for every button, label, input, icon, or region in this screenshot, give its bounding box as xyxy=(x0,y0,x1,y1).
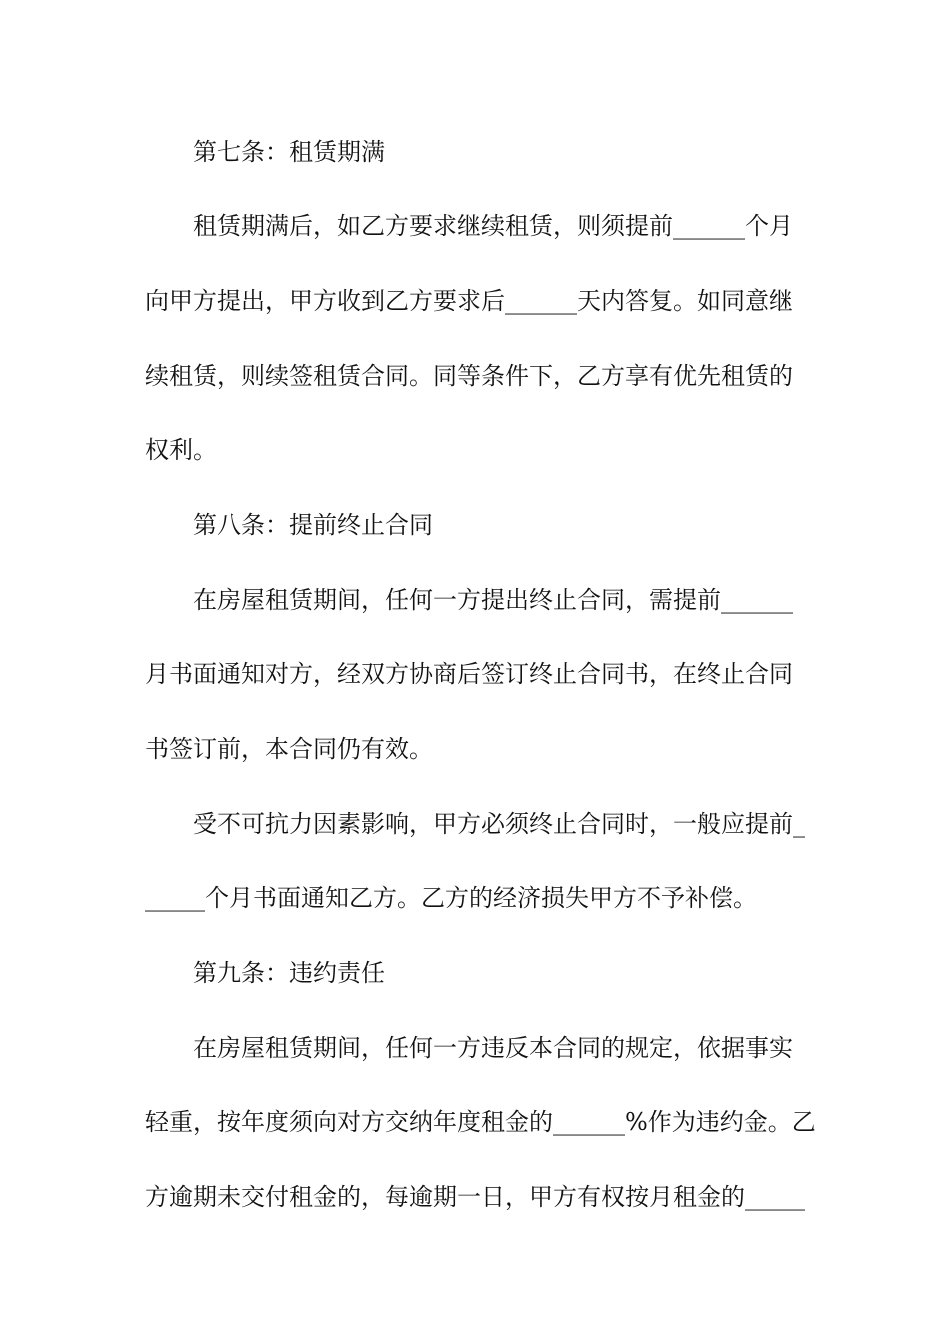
paragraph-line: 月书面通知对方，经双方协商后签订终止合同书，在终止合同 xyxy=(145,660,793,688)
paragraph-line: 权利。 xyxy=(145,436,217,464)
paragraph-line: 在房屋租赁期间，任何一方违反本合同的规定，依据事实 xyxy=(193,1034,793,1062)
paragraph-line: 租赁期满后，如乙方要求继续租赁，则须提前______个月 xyxy=(193,212,793,240)
paragraph-line: _____个月书面通知乙方。乙方的经济损失甲方不予补偿。 xyxy=(145,884,757,912)
paragraph-line: 在房屋租赁期间，任何一方提出终止合同，需提前______ xyxy=(193,586,793,614)
paragraph-line: 续租赁，则续签租赁合同。同等条件下，乙方享有优先租赁的 xyxy=(145,362,793,390)
paragraph-line: 方逾期未交付租金的，每逾期一日，甲方有权按月租金的_____ xyxy=(145,1183,805,1211)
paragraph-line: 书签订前，本合同仍有效。 xyxy=(145,735,433,763)
paragraph-line: 受不可抗力因素影响，甲方必须终止合同时，一般应提前_ xyxy=(193,810,805,838)
article-9-heading: 第九条：违约责任 xyxy=(193,959,385,987)
paragraph-line: 向甲方提出，甲方收到乙方要求后______天内答复。如同意继 xyxy=(145,287,793,315)
paragraph-line: 轻重，按年度须向对方交纳年度租金的______%作为违约金。乙 xyxy=(145,1108,816,1136)
article-8-heading: 第八条：提前终止合同 xyxy=(193,511,433,539)
article-7-heading: 第七条：租赁期满 xyxy=(193,138,385,166)
